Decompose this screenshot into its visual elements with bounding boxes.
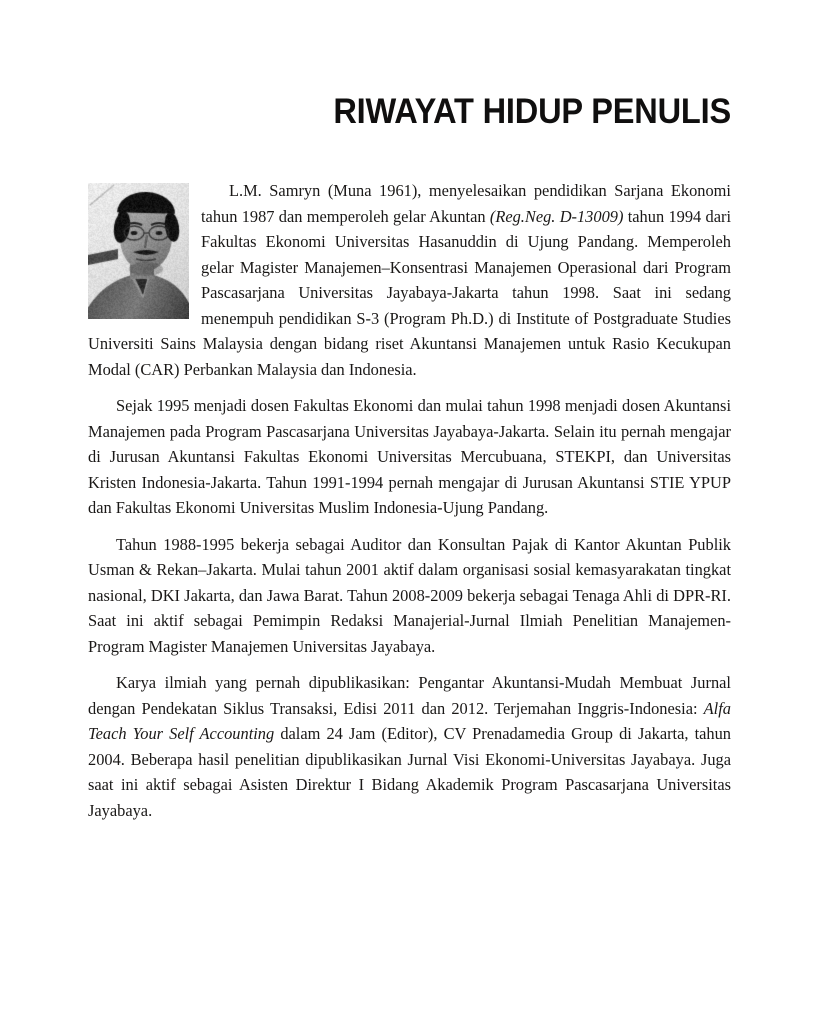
text-run: Karya ilmiah yang pernah dipublikasikan: Pengantar Akuntansi-Mudah Membuat Jurnal dengan Pendekatan Siklus Transaksi, Edisi 2011 dan 2012. Terjemahan Inggris-Indonesia:: [88, 673, 731, 718]
biography-body: [88, 178, 731, 823]
paragraph-3: [88, 532, 731, 660]
italic-run: (Reg.Neg. D-13009): [489, 206, 624, 226]
paragraph-4: [88, 670, 731, 823]
paragraph-2: [88, 393, 731, 521]
text-run: L.M. Samryn (Muna 1961), menyelesaikan pendidikan Sarjana Ekonomi tahun 1987 dan memperoleh gelar Akuntan: [201, 181, 731, 226]
text-run: Sejak 1995 menjadi dosen Fakultas Ekonomi dan mulai tahun 1998 menjadi dosen Akuntansi Manajemen pada Program Pascasarjana Universitas Jayabaya-Jakarta. Selain itu pernah mengajar di Jurusan Akuntansi Fakultas Ekonomi Universitas Mercubuana, STEKPI, dan Universitas Kristen Indonesia-Jakarta. Tahun 1991-1994 pernah mengajar di Jurusan Akuntansi STIE YPUP dan Fakultas Ekonomi Universitas Muslim Indonesia-Ujung Pandang.: [88, 396, 731, 517]
author-portrait-photo: [88, 183, 189, 319]
text-run: dalam 24 Jam (Editor), CV Prenadamedia Group di Jakarta, tahun 2004. Beberapa hasil penelitian dipublikasikan Jurnal Visi Ekonomi-Universitas Jayabaya. Juga saat ini aktif sebagai Asisten Direktur I Bidang Akademik Program Pascasarjana Universitas Jayabaya.: [88, 724, 731, 820]
page-title: RIWAYAT HIDUP PENULIS: [333, 92, 731, 131]
author-portrait-canvas: [88, 183, 189, 319]
text-run: tahun 1994 dari Fakultas Ekonomi Universitas Hasanuddin di Ujung Pandang. Memperoleh gelar Magister Manajemen–Konsentrasi Manajemen Operasional dari Program Pascasarjana Universitas Jayabaya-Jakarta tahun 1998. Saat ini sedang menempuh pendidikan S-3 (Program Ph.D.) di Institute of Postgraduate Studies Universiti Sains Malaysia dengan bidang riset Akuntansi Manajemen untuk Rasio Kecukupan Modal (CAR) Perbankan Malaysia dan Indonesia.: [88, 206, 731, 379]
text-run: Tahun 1988-1995 bekerja sebagai Auditor dan Konsultan Pajak di Kantor Akuntan Publik Usman & Rekan–Jakarta. Mulai tahun 2001 aktif dalam organisasi sosial kemasyarakatan tingkat nasional, DKI Jakarta, dan Jawa Barat. Tahun 2008-2009 bekerja sebagai Tenaga Ahli di DPR-RI. Saat ini aktif sebagai Pemimpin Redaksi Manajerial-Jurnal Ilmiah Penelitian Manajemen-Program Magister Manajemen Universitas Jayabaya.: [88, 534, 731, 656]
italic-run: Alfa Teach Your Self Accounting: [88, 698, 731, 743]
page-content: [88, 0, 731, 823]
